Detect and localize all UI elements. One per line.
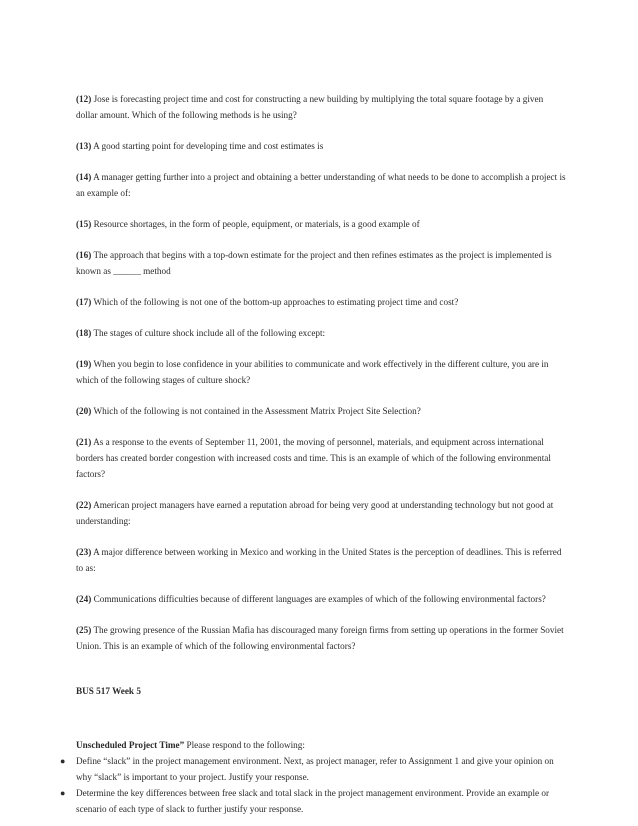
question-text: Which of the following is not one of the bottom-up approaches to estimating project time and cost? [91, 297, 459, 307]
week-heading: BUS 517 Week 5 [76, 686, 141, 696]
question-number: (25) [76, 625, 92, 635]
question-item [76, 91, 566, 123]
question-item [76, 294, 566, 310]
question-number: (17) [76, 297, 92, 307]
question-list [76, 91, 566, 654]
question-number: (16) [76, 250, 92, 260]
document-page [60, 91, 566, 817]
question-text: Communications difficulties because of different languages are examples of which of the following environmental factors? [91, 594, 546, 604]
bullet-text: Define “slack” in the project management environment. Next, as project manager, refer to Assignment 1 and give your opinion on why “slack” is important to your project. Justify your response. [76, 756, 554, 782]
question-item [76, 138, 566, 154]
question-number: (18) [76, 328, 92, 338]
question-number: (20) [76, 406, 92, 416]
discussion-instruction: Please respond to the following: [184, 740, 305, 750]
question-number: (22) [76, 500, 92, 510]
question-item [76, 169, 566, 201]
discussion-title: Unscheduled Project Time” [76, 740, 185, 750]
question-item [76, 434, 566, 482]
question-text: Jose is forecasting project time and cost for constructing a new building by multiplying the total square footage by a given dollar amount. Which of the following methods is he using? [76, 94, 544, 120]
question-text: Resource shortages, in the form of people, equipment, or materials, is a good example of [91, 219, 420, 229]
question-item [76, 544, 566, 576]
question-text: The stages of culture shock include all of the following except: [91, 328, 326, 338]
question-text: As a response to the events of September 11, 2001, the moving of personnel, materials, and equipment across international borders has created border congestion with increased costs and time. This is an example of which of the following environmental factors? [76, 437, 551, 479]
question-number: (14) [76, 172, 92, 182]
bullet-text: Determine the key differences between free slack and total slack in the project management environment. Provide an example or scenario of each type of slack to further justify your response. [76, 788, 550, 814]
question-item [76, 356, 566, 388]
question-text: The growing presence of the Russian Mafia has discouraged many foreign firms from setting up operations in the former Soviet Union. This is an example of which of the following environmental factors? [76, 625, 564, 651]
question-number: (13) [76, 141, 92, 151]
question-item [76, 247, 566, 279]
question-number: (19) [76, 359, 92, 369]
question-text: American project managers have earned a reputation abroad for being very good at understanding technology but not good at understanding: [76, 500, 554, 526]
question-text: When you begin to lose confidence in your abilities to communicate and work effectively in the different culture, you are in which of the following stages of culture shock? [76, 359, 549, 385]
question-item [76, 403, 566, 419]
discussion-prompt [76, 737, 566, 753]
question-item [76, 622, 566, 654]
question-item [76, 591, 566, 607]
question-text: A manager getting further into a project and obtaining a better understanding of what needs to be done to accomplish a project is an example of: [76, 172, 566, 198]
question-number: (24) [76, 594, 92, 604]
question-number: (12) [76, 94, 92, 104]
bullet-icon: ● [60, 756, 66, 766]
question-item [76, 497, 566, 529]
question-text: The approach that begins with a top-down estimate for the project and then refines estimates as the project is implemented is known as ______ method [76, 250, 552, 276]
question-text: Which of the following is not contained in the Assessment Matrix Project Site Selection? [91, 406, 421, 416]
question-text: A good starting point for developing time and cost estimates is [91, 141, 324, 151]
discussion-bullet-list [60, 753, 566, 817]
bullet-icon: ● [60, 788, 66, 798]
discussion-bullet [60, 753, 566, 785]
question-item [76, 216, 566, 232]
discussion-bullet [60, 785, 566, 817]
question-number: (21) [76, 437, 92, 447]
question-item [76, 325, 566, 341]
question-text: A major difference between working in Mexico and working in the United States is the perception of deadlines. This is referred to as: [76, 547, 562, 573]
question-number: (23) [76, 547, 92, 557]
question-number: (15) [76, 219, 92, 229]
